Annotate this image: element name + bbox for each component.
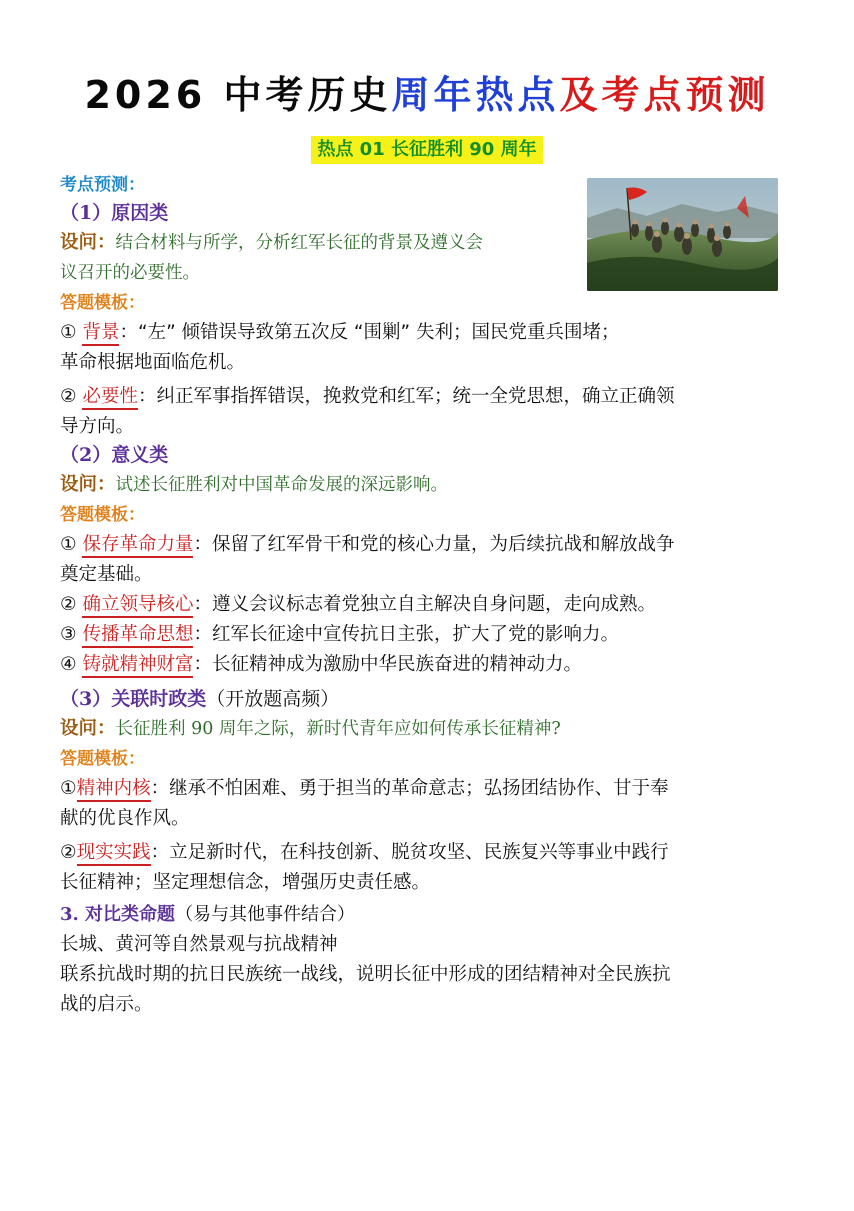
section-heading-text: （3）关联时政类: [60, 688, 207, 710]
item-number: ④: [60, 654, 83, 675]
title-part-topic: 周年热点: [391, 73, 560, 117]
list-item: [60, 382, 800, 412]
list-item: [60, 838, 800, 868]
section-heading: [60, 684, 800, 714]
question-line: [60, 470, 800, 500]
item-keyword: 传播革命思想: [82, 624, 193, 648]
list-item: [60, 650, 800, 680]
item-keyword: 保存革命力量: [82, 534, 193, 558]
list-item: [60, 620, 800, 650]
section-current-affairs: [60, 684, 800, 898]
section-heading-note: （开放题高频）: [206, 688, 340, 710]
section-heading: （2）意义类: [60, 444, 169, 466]
question-label: 设问：: [60, 474, 116, 495]
item-text-cont: 长征精神；坚定理想信念，增强历史责任感。: [60, 872, 431, 893]
section-heading-text: 3. 对比类命题: [60, 904, 176, 925]
item-text: ：长征精神成为激励中华民族奋进的精神动力。: [193, 654, 582, 675]
body-line: 长城、黄河等自然景观与抗战精神: [60, 934, 338, 955]
section-heading-note: （易与其他事件结合）: [175, 904, 356, 925]
question-line: [60, 714, 800, 744]
item-number: ②: [60, 594, 83, 615]
title-part-forecast: 及考点预测: [559, 73, 770, 117]
question-text: 结合材料与所学，分析红军长征的背景及遵义会: [115, 233, 484, 253]
list-item: [60, 590, 800, 620]
item-text: ：纠正军事指挥错误，挽救党和红军；统一全党思想，确立正确领: [137, 386, 675, 407]
body-line: 联系抗战时期的抗日民族统一战线，说明长征中形成的团结精神对全民族抗: [60, 964, 671, 985]
item-text-cont: 革命根据地面临危机。: [60, 352, 246, 373]
question-line: [60, 228, 800, 258]
item-text: ：继承不怕困难、勇于担当的革命意志；弘扬团结协作、甘于奉: [150, 778, 669, 799]
item-number: ②: [60, 842, 77, 863]
section-significance: [60, 440, 800, 680]
hotspot-label: 热点 01 长征胜利 90 周年: [311, 136, 542, 164]
item-keyword: 铸就精神财富: [82, 654, 193, 678]
item-keyword: 必要性: [82, 386, 138, 410]
body-line: 战的启示。: [60, 994, 153, 1015]
list-item: [60, 318, 800, 348]
item-text: ：红军长征途中宣传抗日主张，扩大了党的影响力。: [193, 624, 619, 645]
item-keyword: 背景: [82, 322, 119, 346]
item-text: ：遵义会议标志着党独立自主解决自身问题，走向成熟。: [193, 594, 656, 615]
item-keyword: 精神内核: [77, 778, 151, 802]
forecast-section: [60, 170, 800, 200]
item-number: ③: [60, 624, 83, 645]
page-title: [0, 70, 854, 120]
question-text-cont: 议召开的必要性。: [60, 263, 200, 283]
item-text-cont: 奠定基础。: [60, 564, 153, 585]
title-part-year: 2026 中考历史: [84, 73, 392, 117]
item-number: ①: [60, 322, 83, 343]
item-keyword: 现实实践: [77, 842, 151, 866]
section-comparison: [60, 900, 800, 1020]
question-label: 设问：: [60, 718, 116, 739]
item-text: ：“左” 倾错误导致第五次反 “围剿” 失利；国民党重兵围堵；: [119, 322, 620, 343]
item-text-cont: 献的优良作风。: [60, 808, 190, 829]
item-text: ：立足新时代，在科技创新、脱贫攻坚、民族复兴等事业中践行: [150, 842, 669, 863]
hotspot-banner: [0, 136, 854, 164]
question-text: 长征胜利 90 周年之际，新时代青年应如何传承长征精神?: [115, 719, 561, 739]
list-item: [60, 530, 800, 560]
section-cause: [60, 198, 800, 442]
section-heading: （1）原因类: [60, 202, 169, 224]
item-text: ：保留了红军骨干和党的核心力量，为后续抗战和解放战争: [193, 534, 675, 555]
template-label: 答题模板：: [60, 505, 145, 525]
item-text-cont: 导方向。: [60, 416, 135, 437]
section-heading: [60, 900, 800, 930]
item-number: ②: [60, 386, 83, 407]
question-text: 试述长征胜利对中国革命发展的深远影响。: [115, 475, 449, 495]
list-item: [60, 774, 800, 804]
item-number: ①: [60, 778, 77, 799]
item-keyword: 确立领导核心: [82, 594, 193, 618]
template-label: 答题模板：: [60, 293, 145, 313]
item-number: ①: [60, 534, 83, 555]
template-label: 答题模板：: [60, 749, 145, 769]
question-label: 设问：: [60, 232, 116, 253]
forecast-label: 考点预测：: [60, 175, 145, 195]
